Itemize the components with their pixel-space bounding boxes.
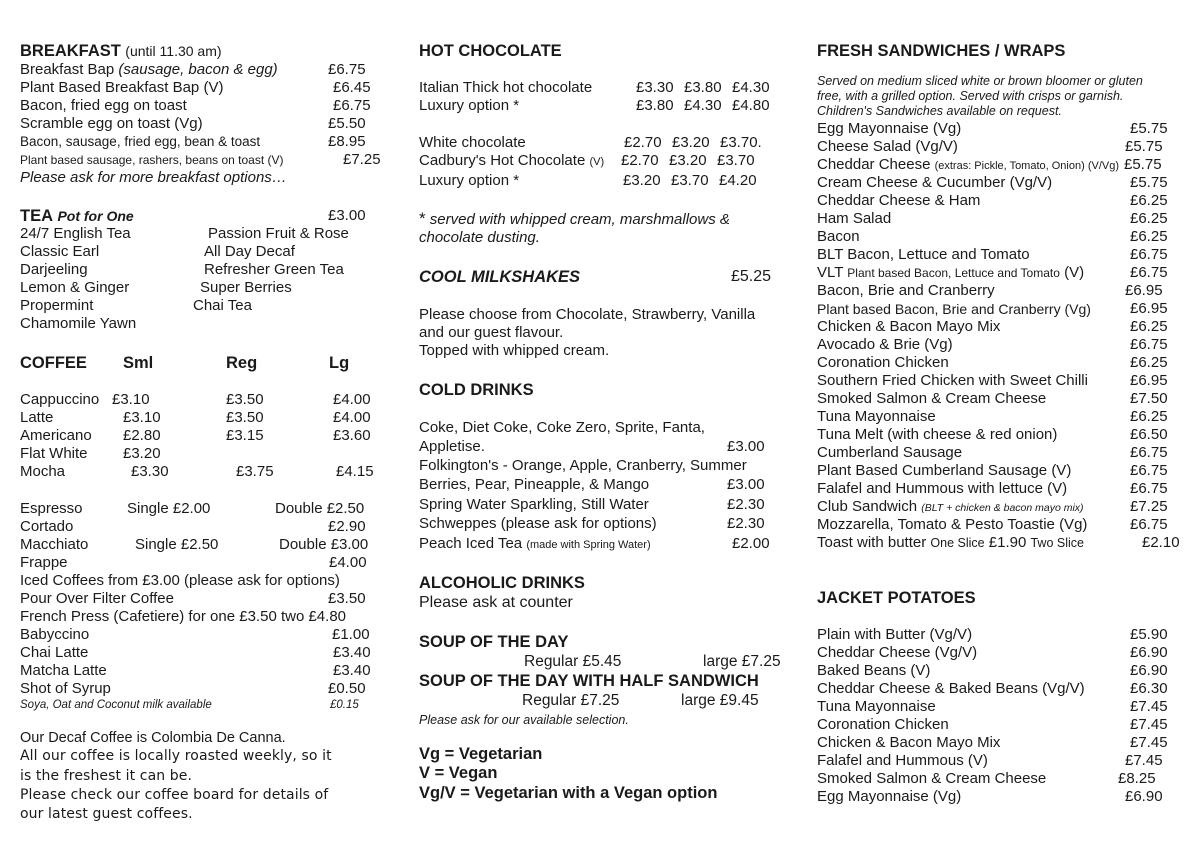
tea-heading — [20, 207, 134, 226]
item-price: £5.90 — [1130, 626, 1168, 643]
item-price: £6.95 — [1130, 372, 1168, 389]
menu-item: Cadbury's Hot Chocolate (V) — [419, 152, 605, 169]
coffee-item: Espresso — [20, 500, 83, 517]
item-price: £7.50 — [1130, 390, 1168, 407]
coffee-price-lg: £4.15 — [336, 463, 374, 480]
drink-item: Peach Iced Tea (made with Spring Water) — [419, 535, 651, 552]
sandwich-item: Chicken & Bacon Mayo Mix — [817, 318, 1001, 335]
sandwich-item: Falafel and Hummous with lettuce (V) — [817, 480, 1068, 497]
sandwiches-intro: Children's Sandwiches available on request. — [817, 104, 1062, 118]
item-price: £3.20 — [669, 152, 707, 169]
milkshakes-title: COOL MILKSHAKES — [419, 268, 581, 286]
macchiato-single: Single £2.50 — [135, 536, 219, 553]
item-price: £6.75 — [1130, 516, 1168, 533]
hot-chocolate-footnote: * served with whipped cream, marshmallows & — [419, 209, 730, 228]
item-price: £3.00 — [727, 438, 765, 455]
menu-item: Plant based sausage, rashers, beans on toast (V) — [20, 153, 284, 167]
sandwich-item: Tuna Melt (with cheese & red onion) — [817, 426, 1058, 443]
jacket-item: Chicken & Bacon Mayo Mix — [817, 734, 1001, 751]
item-price: £7.45 — [1125, 752, 1163, 769]
tea-item: Lemon & Ginger — [20, 279, 130, 296]
alcohol-text: Please ask at counter — [419, 594, 573, 611]
sandwich-item: Bacon — [817, 228, 860, 245]
coffee-item: Latte — [20, 409, 54, 426]
jacket-item: Smoked Salmon & Cream Cheese — [817, 770, 1047, 787]
cold-drinks-title: COLD DRINKS — [419, 381, 534, 399]
sandwich-item: VLT Plant based Bacon, Lettuce and Tomato (V) — [817, 264, 1085, 281]
item-price: £6.75 — [328, 61, 366, 78]
item-price: £2.10 — [1142, 534, 1180, 551]
breakfast-heading — [20, 42, 222, 61]
drink-item: Schweppes (please ask for options) — [419, 515, 657, 532]
item-price: £6.75 — [1130, 462, 1168, 479]
item-price: £2.70 — [624, 134, 662, 151]
item-price: £3.70. — [720, 134, 762, 151]
tea-item: 24/7 English Tea — [20, 225, 131, 242]
hot-chocolate-title: HOT CHOCOLATE — [419, 42, 562, 60]
item-price: £4.30 — [732, 79, 770, 96]
item-price: £6.75 — [1130, 480, 1168, 497]
item-price: £8.95 — [328, 133, 366, 150]
drink-item: Berries, Pear, Pineapple, & Mango — [419, 476, 650, 493]
item-price: £3.20 — [672, 134, 710, 151]
jacket-item: Cheddar Cheese (Vg/V) — [817, 644, 978, 661]
coffee-item: Cortado — [20, 518, 74, 535]
menu-item: Plant Based Breakfast Bap (V) — [20, 79, 224, 96]
item-price: £6.25 — [1130, 192, 1168, 209]
macchiato-double: Double £3.00 — [279, 536, 369, 553]
soup-sandwich-title: SOUP OF THE DAY WITH HALF SANDWICH — [419, 672, 759, 690]
sandwich-item: Bacon, Brie and Cranberry — [817, 282, 995, 299]
tea-item: Chai Tea — [193, 297, 252, 314]
jacket-item: Cheddar Cheese & Baked Beans (Vg/V) — [817, 680, 1085, 697]
coffee-title: COFFEE — [20, 354, 87, 372]
alcohol-title: ALCOHOLIC DRINKS — [419, 574, 585, 592]
espresso-single: Single £2.00 — [127, 500, 211, 517]
item-price: £3.00 — [727, 476, 765, 493]
jacket-item: Tuna Mayonnaise — [817, 698, 936, 715]
coffee-item: Matcha Latte — [20, 662, 107, 679]
tea-item: Classic Earl — [20, 243, 100, 260]
legend-vegetarian: Vg = Vegetarian — [419, 745, 543, 763]
item-price: £2.00 — [732, 535, 770, 552]
jacket-title: JACKET POTATOES — [817, 589, 976, 607]
coffee-price-lg: £4.00 — [333, 409, 371, 426]
coffee-header-lg: Lg — [329, 354, 350, 372]
coffee-item: Chai Latte — [20, 644, 89, 661]
french-press-item: French Press (Cafetiere) for one £3.50 two £4.80 — [20, 608, 347, 625]
soup-sandwich-regular: Regular £7.25 — [522, 692, 620, 709]
sandwich-item: Avocado & Brie (Vg) — [817, 336, 953, 353]
sandwich-item: Cream Cheese & Cucumber (Vg/V) — [817, 174, 1053, 191]
sandwich-item: Ham Salad — [817, 210, 892, 227]
sandwich-item: Coronation Chicken — [817, 354, 949, 371]
item-price: £6.95 — [1130, 300, 1168, 317]
coffee-note: Please check our coffee board for details of — [20, 787, 329, 803]
item-price: £6.90 — [1125, 788, 1163, 805]
coffee-price-reg: £3.50 — [226, 391, 264, 408]
item-price: £2.30 — [727, 496, 765, 513]
item-price: £6.90 — [1130, 644, 1168, 661]
sandwich-item: Cheddar Cheese (extras: Pickle, Tomato, Onion) (V/Vg) — [817, 156, 1119, 173]
coffee-price-sml: £3.10 — [123, 409, 161, 426]
toast-item: Toast with butter One Slice £1.90 Two Slice — [817, 534, 1084, 551]
breakfast-title: BREAKFAST — [20, 42, 121, 60]
coffee-note: is the freshest it can be. — [20, 768, 193, 784]
item-price: £5.75 — [1124, 156, 1162, 173]
item-price: £6.25 — [1130, 318, 1168, 335]
coffee-item: Babyccino — [20, 626, 90, 643]
drink-item: Folkington's - Orange, Apple, Cranberry, Summer — [419, 457, 747, 474]
breakfast-subtitle: (until 11.30 am) — [125, 43, 222, 59]
jacket-item: Falafel and Hummous (V) — [817, 752, 988, 769]
coffee-price-reg: £3.15 — [226, 427, 264, 444]
item-price: £6.75 — [1130, 264, 1168, 281]
menu-item: White chocolate — [419, 134, 526, 151]
item-price: £4.80 — [732, 97, 770, 114]
item-price: £4.30 — [684, 97, 722, 114]
item-price: £6.90 — [1130, 662, 1168, 679]
item-price: £3.30 — [636, 79, 674, 96]
coffee-price-lg: £3.60 — [333, 427, 371, 444]
soup-note: Please ask for our available selection. — [419, 713, 629, 727]
drink-item: Appletise. — [419, 438, 485, 455]
item-price: £4.00 — [329, 554, 367, 571]
item-price: £3.20 — [623, 172, 661, 189]
item-price: £7.45 — [1130, 698, 1168, 715]
coffee-price-sml: £3.30 — [131, 463, 169, 480]
sandwich-item: Mozzarella, Tomato & Pesto Toastie (Vg) — [817, 516, 1088, 533]
hot-chocolate-footnote: chocolate dusting. — [419, 229, 540, 246]
item-price: £6.75 — [333, 97, 371, 114]
coffee-item: Pour Over Filter Coffee — [20, 590, 174, 607]
tea-item: Passion Fruit & Rose — [208, 225, 349, 242]
coffee-note: All our coffee is locally roasted weekly, so it — [20, 748, 332, 764]
item-price: £2.30 — [727, 515, 765, 532]
milk-option: Soya, Oat and Coconut milk available — [20, 699, 212, 711]
menu-item: Bacon, fried egg on toast — [20, 97, 187, 114]
coffee-item: Mocha — [20, 463, 66, 480]
item-price: £7.45 — [1130, 734, 1168, 751]
coffee-note: Our Decaf Coffee is Colombia De Canna. — [20, 730, 286, 746]
coffee-note: our latest guest coffees. — [20, 806, 193, 822]
sandwiches-intro: Served on medium sliced white or brown bloomer or gluten — [817, 74, 1143, 88]
coffee-price-sml: £2.80 — [123, 427, 161, 444]
item-price: £8.25 — [1118, 770, 1156, 787]
menu-item: Luxury option * — [419, 172, 520, 189]
item-price: £2.90 — [328, 518, 366, 535]
coffee-item: Macchiato — [20, 536, 89, 553]
coffee-item: Flat White — [20, 445, 88, 462]
menu-item: Bacon, sausage, fried egg, bean & toast — [20, 134, 261, 149]
sandwich-item: Cheddar Cheese & Ham — [817, 192, 981, 209]
item-price: £3.50 — [328, 590, 366, 607]
item-price: £5.75 — [1125, 138, 1163, 155]
item-price: £3.40 — [333, 644, 371, 661]
item-price: £5.75 — [1130, 174, 1168, 191]
sandwich-item: Tuna Mayonnaise — [817, 408, 936, 425]
item-price: £6.75 — [1130, 336, 1168, 353]
tea-price: £3.00 — [328, 207, 366, 224]
coffee-price-sml: £3.20 — [123, 445, 161, 462]
coffee-item: Cappuccino — [20, 391, 100, 408]
item-price: £6.75 — [1130, 444, 1168, 461]
sandwich-item: Cheese Salad (Vg/V) — [817, 138, 958, 155]
coffee-item: Frappe — [20, 554, 68, 571]
item-price: £7.45 — [1130, 716, 1168, 733]
soup-title: SOUP OF THE DAY — [419, 633, 569, 651]
item-price: £2.70 — [621, 152, 659, 169]
menu-item: Luxury option * — [419, 97, 520, 114]
item-price: £5.75 — [1130, 120, 1168, 137]
drink-item: Spring Water Sparkling, Still Water — [419, 496, 649, 513]
sandwich-item: Smoked Salmon & Cream Cheese — [817, 390, 1047, 407]
sandwich-item: Cumberland Sausage — [817, 444, 963, 461]
item-price: £3.80 — [684, 79, 722, 96]
coffee-header-reg: Reg — [226, 354, 258, 372]
iced-coffee-note: Iced Coffees from £3.00 (please ask for options) — [20, 572, 340, 589]
jacket-item: Egg Mayonnaise (Vg) — [817, 788, 962, 805]
breakfast-footer: Please ask for more breakfast options… — [20, 169, 287, 186]
coffee-item: Americano — [20, 427, 92, 444]
milkshakes-text: and our guest flavour. — [419, 324, 564, 341]
item-price: £6.50 — [1130, 426, 1168, 443]
coffee-price-lg: £4.00 — [333, 391, 371, 408]
item-price: £0.50 — [328, 680, 366, 697]
sandwiches-intro: free, with a grilled option. Served with crisps or garnish. — [817, 89, 1124, 103]
sandwich-item: Plant based Bacon, Brie and Cranberry (Vg) — [817, 301, 1091, 317]
tea-item: Darjeeling — [20, 261, 88, 278]
jacket-item: Coronation Chicken — [817, 716, 949, 733]
item-price: £6.25 — [1130, 408, 1168, 425]
item-price: £6.45 — [333, 79, 371, 96]
jacket-item: Plain with Butter (Vg/V) — [817, 626, 973, 643]
soup-sandwich-large: large £9.45 — [681, 692, 759, 709]
tea-item: Super Berries — [200, 279, 292, 296]
item-price: £1.00 — [332, 626, 370, 643]
tea-item: Propermint — [20, 297, 94, 314]
menu-item: Scramble egg on toast (Vg) — [20, 115, 203, 132]
item-price: £6.95 — [1125, 282, 1163, 299]
tea-subtitle: Pot for One — [57, 208, 134, 224]
milkshakes-text: Topped with whipped cream. — [419, 342, 610, 359]
item-price: £3.70 — [717, 152, 755, 169]
item-price: £3.40 — [333, 662, 371, 679]
milkshakes-price: £5.25 — [731, 268, 772, 285]
item-price: £6.25 — [1130, 354, 1168, 371]
soup-regular: Regular £5.45 — [524, 653, 622, 670]
menu-item: Breakfast Bap (sausage, bacon & egg) — [20, 61, 278, 78]
menu-item: Italian Thick hot chocolate — [419, 79, 593, 96]
tea-item: All Day Decaf — [204, 243, 295, 260]
drink-item: Coke, Diet Coke, Coke Zero, Sprite, Fanta, — [419, 419, 705, 436]
legend-vegetarian-vegan-option: Vg/V = Vegetarian with a Vegan option — [419, 784, 718, 802]
milkshakes-text: Please choose from Chocolate, Strawberry, Vanilla — [419, 306, 756, 323]
sandwich-item: Plant Based Cumberland Sausage (V) — [817, 462, 1072, 479]
tea-title: TEA — [20, 207, 53, 225]
item-price: £5.50 — [328, 115, 366, 132]
item-price: £7.25 — [1130, 498, 1168, 515]
item-price: £6.25 — [1130, 210, 1168, 227]
item-price: £3.80 — [636, 97, 674, 114]
item-price: £7.25 — [343, 151, 381, 168]
sandwich-item: BLT Bacon, Lettuce and Tomato — [817, 246, 1030, 263]
item-price: £6.30 — [1130, 680, 1168, 697]
sandwich-item: Egg Mayonnaise (Vg) — [817, 120, 962, 137]
coffee-item: Shot of Syrup — [20, 680, 111, 697]
legend-vegan: V = Vegan — [419, 764, 498, 782]
sandwiches-title: FRESH SANDWICHES / WRAPS — [817, 42, 1066, 60]
item-price: £4.20 — [719, 172, 757, 189]
item-price: £6.25 — [1130, 228, 1168, 245]
tea-item: Chamomile Yawn — [20, 315, 137, 332]
espresso-double: Double £2.50 — [275, 500, 365, 517]
item-price: £6.75 — [1130, 246, 1168, 263]
jacket-item: Baked Beans (V) — [817, 662, 931, 679]
sandwich-item: Club Sandwich (BLT + chicken & bacon mayo mix) — [817, 498, 1084, 515]
tea-item: Refresher Green Tea — [204, 261, 344, 278]
soup-large: large £7.25 — [703, 653, 781, 670]
coffee-price-sml: £3.10 — [112, 391, 150, 408]
sandwich-item: Southern Fried Chicken with Sweet Chilli — [817, 372, 1088, 389]
coffee-price-reg: £3.50 — [226, 409, 264, 426]
coffee-price-reg: £3.75 — [236, 463, 274, 480]
milk-price: £0.15 — [330, 699, 359, 711]
item-price: £3.70 — [671, 172, 709, 189]
coffee-header-sml: Sml — [123, 354, 154, 372]
